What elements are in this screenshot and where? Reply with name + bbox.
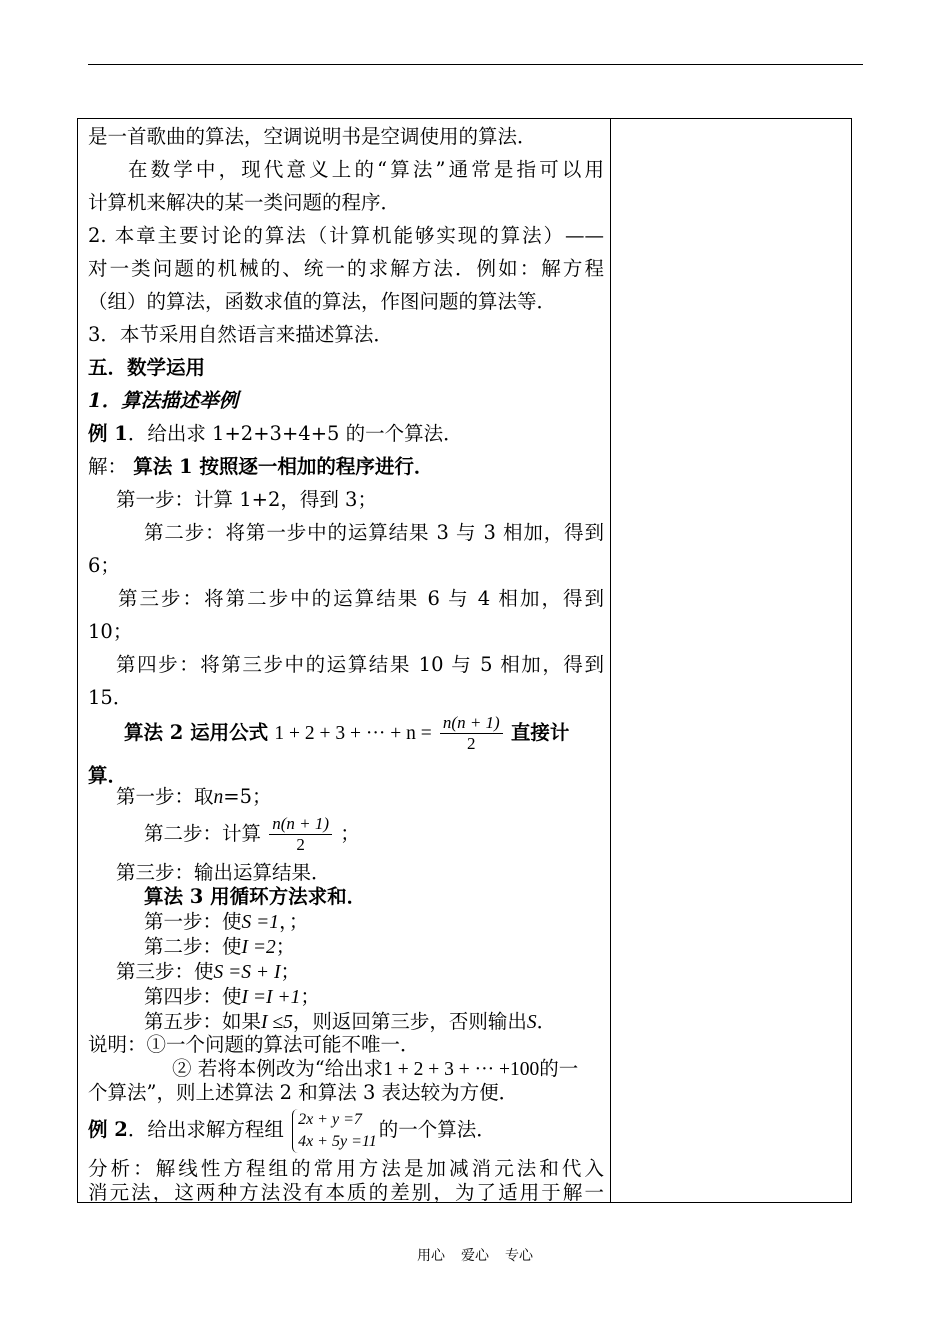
example-label: 例 2 [88,1118,128,1141]
text-line: 6； [88,554,120,577]
text-line: ② 若将本例改为“给出求1 + 2 + 3 + ··· +100的一 [172,1057,579,1080]
numerator: n(n + 1) [440,713,503,734]
text-line: 第三步：使S =S + I； [116,960,300,983]
footer-word: 爱心 [461,1248,489,1264]
algorithm-3-title: 算法 3 用循环方法求和． [144,885,367,908]
fraction [269,814,332,855]
text-line: 3．本节采用自然语言来描述算法． [88,323,393,346]
text-line: 第一步：取n=5； [116,785,272,808]
text-line: 个算法”，则上述算法 2 和算法 3 表达较为方便． [88,1081,519,1104]
equation-system: 2x + y =7 4x + 5y =11 [292,1109,377,1153]
text-line: 说明：①一个问题的算法可能不唯一． [88,1033,420,1056]
solution-label: 解： [88,455,128,478]
text-line: 计算机来解决的某一类问题的程序． [88,191,401,214]
denominator: 2 [296,835,305,854]
header-rule [88,64,863,65]
text-line: 是一首歌曲的算法，空调说明书是空调使用的算法． [88,125,537,148]
example-1 [88,421,463,447]
text-line: 第二步：使I =2； [144,935,296,958]
footer-word: 用心 [417,1248,445,1264]
text-line: 第一步：使S =1，； [144,910,309,933]
algorithm-title: 算法 1 按照逐一相加的程序进行． [133,455,434,478]
text-line: 第二步：将第一步中的运算结果 3 与 3 相加，得到 [144,521,604,544]
text-line: 10； [88,620,133,643]
page-footer [0,1245,950,1265]
text-line: 第二步：计算 $\frac{n(n + 1)}{2}$ ； [144,814,360,854]
algorithm-title: 算法 2 运用公式 [124,721,269,744]
text-line: 对一类问题的机械的、统一的求解方法．例如：解方程 [88,257,604,280]
text-line: （组）的算法，函数求值的算法，作图问题的算法等． [88,290,557,313]
text-line: 第三步：输出运算结果． [116,861,331,884]
text-line: 第四步：使I =I +1； [144,985,320,1008]
text-line: 第三步：将第二步中的运算结果 6 与 4 相加，得到 [118,587,604,610]
text-line: 第一步：计算 1+2，得到 3； [116,488,377,511]
formula: 1 + 2 + 3 + ··· + n = [274,723,432,744]
text-line: 第四步：将第三步中的运算结果 10 与 5 相加，得到 [116,653,604,676]
section-heading: 五．数学运用 [88,356,206,379]
column-divider [610,118,611,1203]
text: 直接计 [510,721,570,744]
example-text: ．给出求 1+2+3+4+5 的一个算法． [127,422,463,445]
text-line: 第五步：如果I ≤5，则返回第三步，否则输出S． [144,1010,557,1033]
algorithm-2-title [124,710,569,757]
text-line: 分析：解线性方程组的常用方法是加减消元法和代入 [88,1157,604,1180]
footer-word: 专心 [505,1248,533,1264]
text-line: 消元法，这两种方法没有本质的差别，为了适用于解一 [88,1181,604,1202]
text-line: 15． [88,686,133,709]
fraction [440,713,503,754]
text-line: 2. 本章主要讨论的算法（计算机能够实现的算法）—— [88,224,604,247]
content-cell [88,118,604,1202]
text-line: 算． [88,764,128,787]
example-2: 例 2．给出求解方程组 2x + y =7 4x + 5y =11 的一个算法． [88,1104,496,1156]
variable: n [213,787,224,808]
subsection-heading: 1．算法描述举例 [88,389,239,412]
denominator: 2 [467,734,476,753]
algorithm-1-title [88,454,433,480]
numerator: n(n + 1) [269,814,332,835]
example-label: 例 1 [88,422,128,445]
text-line: 在数学中，现代意义上的“算法”通常是指可以用 [128,158,604,181]
